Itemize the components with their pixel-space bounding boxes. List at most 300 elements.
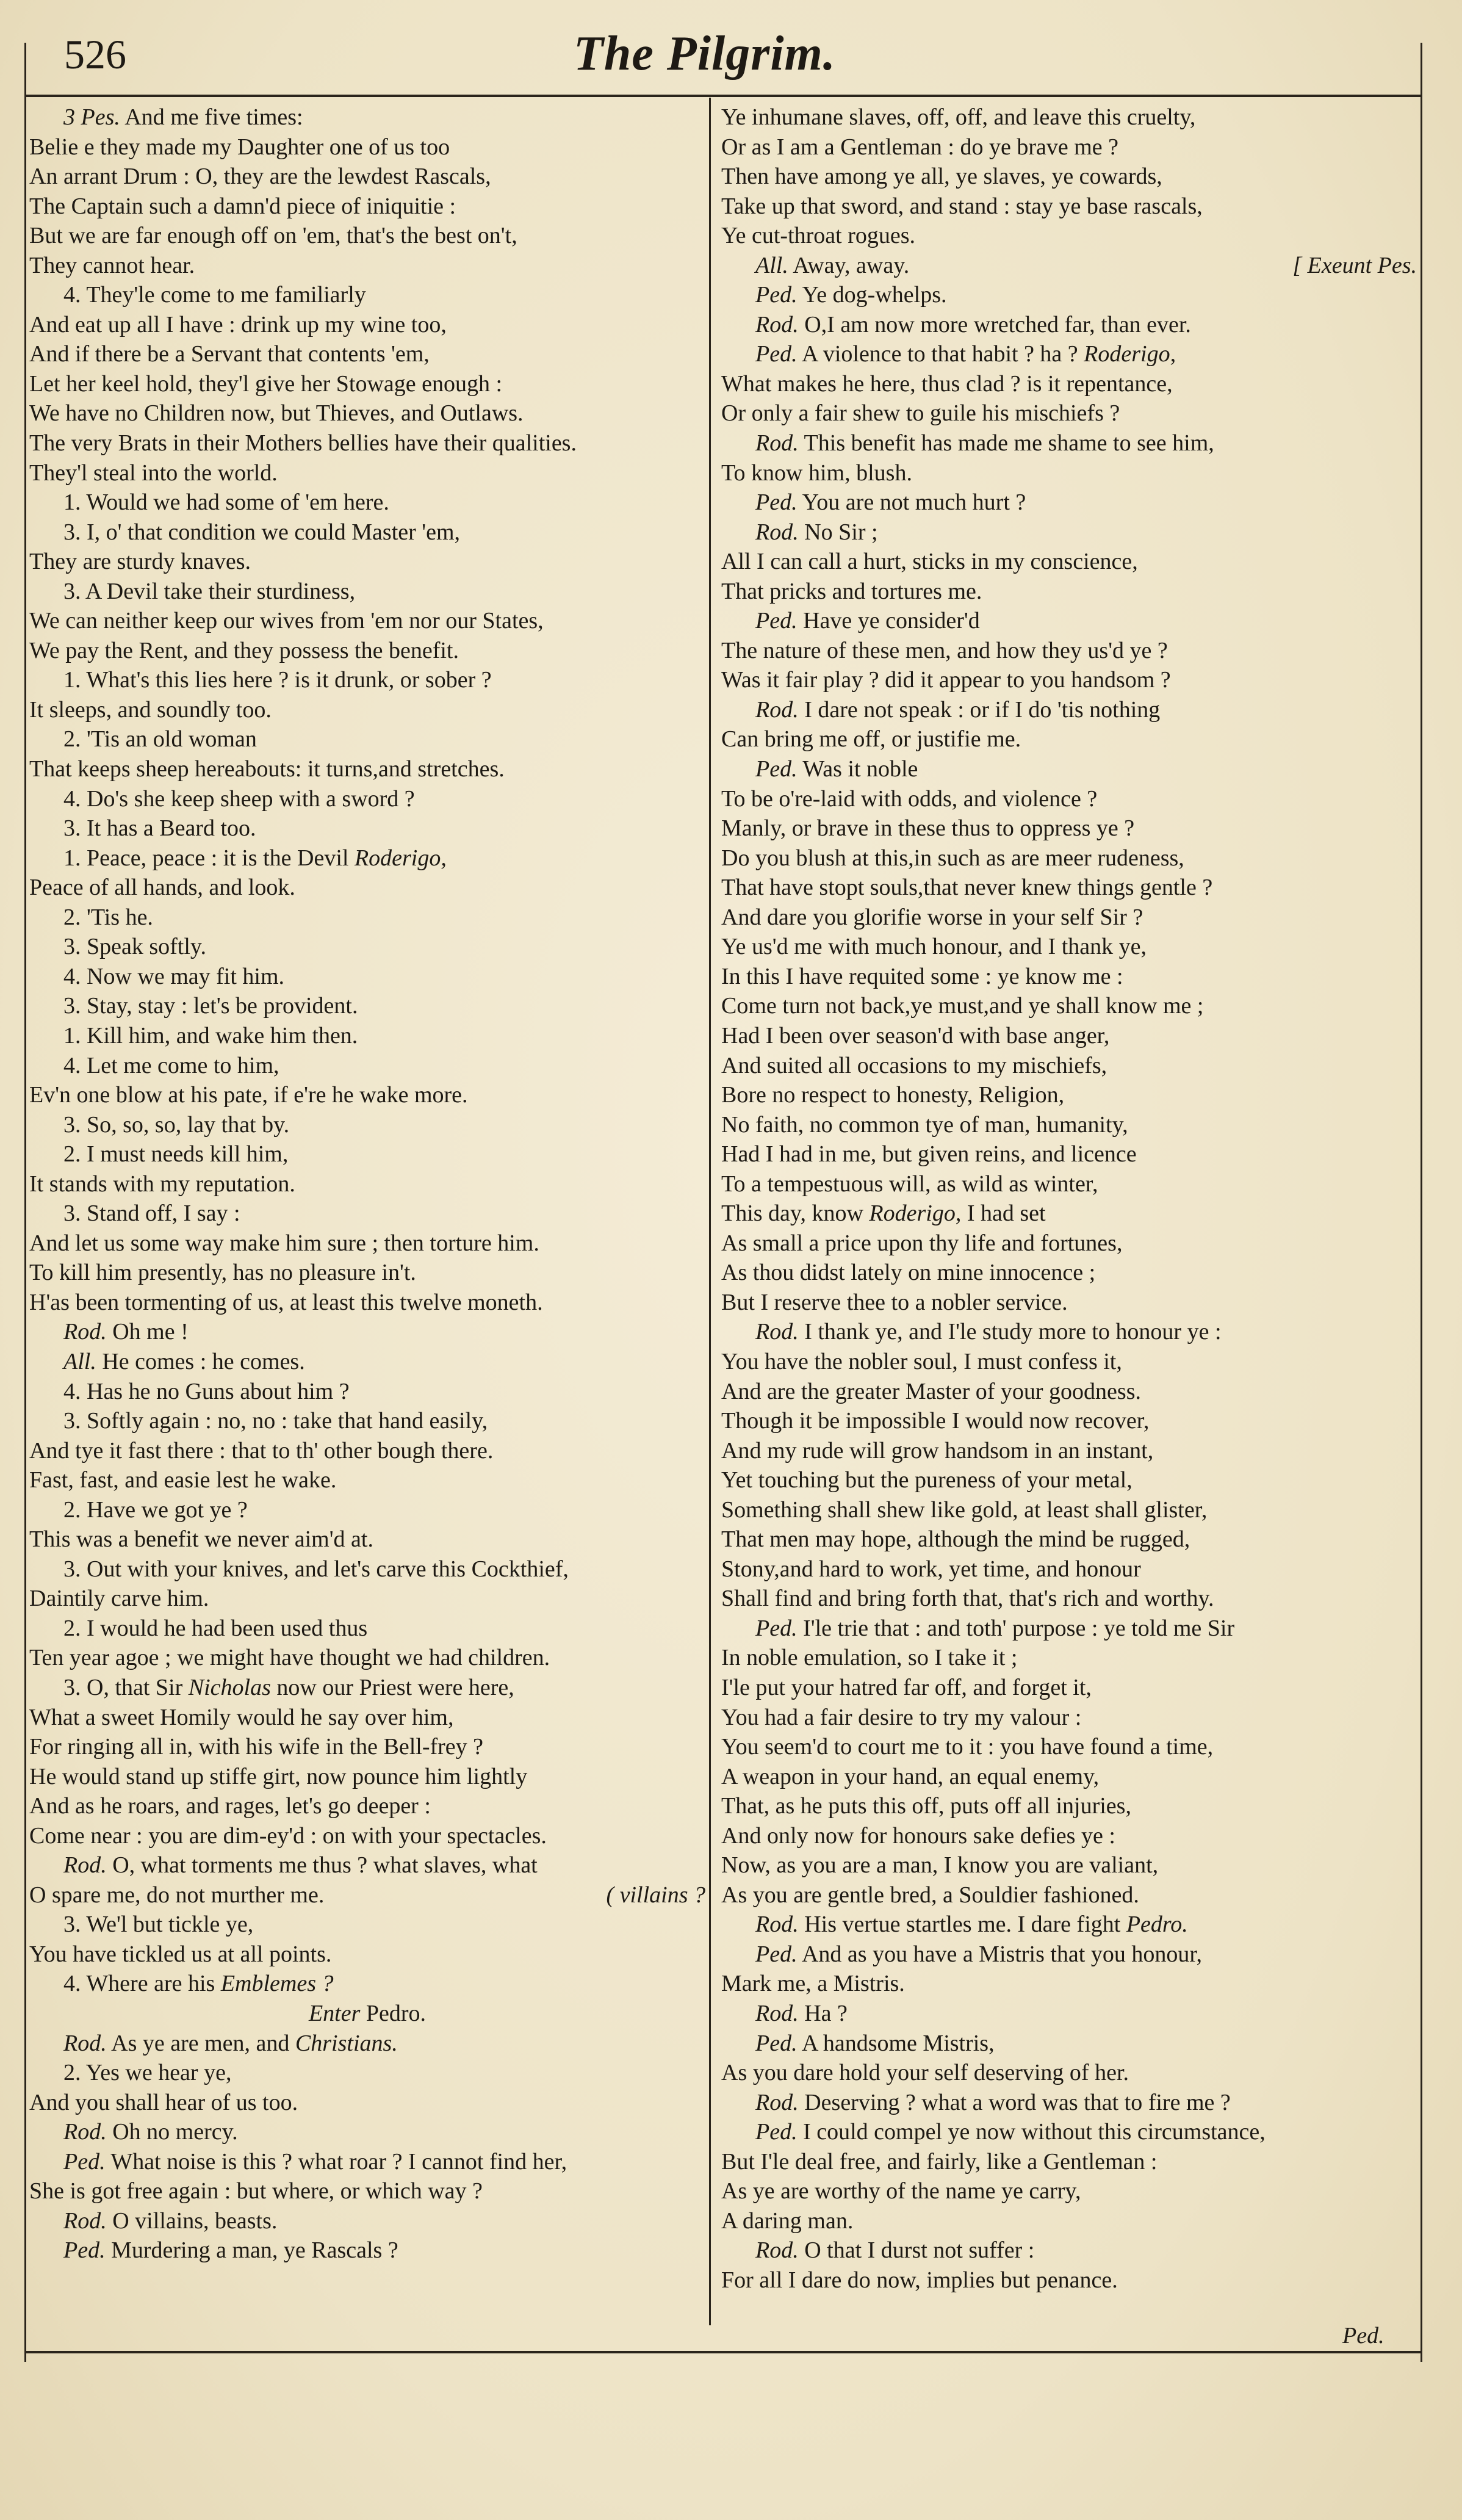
line-content	[29, 638, 459, 663]
line-content	[755, 697, 1160, 723]
line-content	[721, 1586, 1214, 1611]
line-content	[721, 875, 1212, 900]
line-content	[63, 1497, 248, 1523]
text-line	[721, 1495, 1417, 1525]
line-text: Peace of all hands, and look.	[29, 875, 295, 901]
text-line	[721, 251, 1417, 281]
line-text: What makes he here, thus clad ? is it repentance,	[721, 370, 1173, 397]
text-line	[29, 458, 705, 488]
line-text: All I can call a hurt, sticks in my conscience,	[721, 549, 1138, 575]
line-text: What a sweet Homily would he say over him,	[29, 1704, 454, 1730]
text-line	[29, 2117, 705, 2147]
line-text: 2. 'Tis an old woman	[63, 726, 257, 753]
line-content	[63, 2060, 231, 2085]
text-line	[29, 873, 705, 903]
line-content	[721, 1200, 1046, 1226]
line-content	[29, 193, 456, 219]
line-text: And as you have a Mistris that you honour,	[801, 1941, 1202, 1967]
line-text: 3. Stay, stay : let's be provident.	[63, 993, 358, 1019]
text-line	[721, 814, 1417, 843]
line-text: Ye us'd me with much honour, and I thank ye,	[721, 934, 1147, 960]
text-line	[29, 784, 705, 814]
text-line	[721, 162, 1417, 192]
line-content	[721, 1349, 1122, 1374]
line-text: Oh me !	[112, 1319, 189, 1345]
line-text: The nature of these men, and how they us'd ye ?	[721, 637, 1168, 663]
line-text: But I'le deal free, and fairly, like a Gentleman :	[721, 2148, 1158, 2175]
line-content	[29, 2090, 298, 2115]
italic-name: Roderigo,	[869, 1200, 962, 1227]
line-content	[63, 1349, 305, 1374]
text-line	[29, 2236, 705, 2265]
text-line	[29, 339, 705, 369]
text-line	[721, 2058, 1417, 2088]
line-content	[29, 164, 491, 189]
footer-rule	[24, 2351, 1422, 2353]
text-line	[29, 1110, 705, 1140]
line-content	[63, 1379, 350, 1404]
line-content	[721, 1734, 1213, 1760]
text-line	[721, 280, 1417, 310]
text-line	[721, 665, 1417, 695]
line-content	[29, 1082, 468, 1108]
line-text: You are not much hurt ?	[802, 489, 1026, 516]
line-text: And suited all occasions to my mischiefs,	[721, 1052, 1107, 1078]
line-text: What noise is this ? what roar ? I cannot find her,	[110, 2148, 567, 2175]
stage-direction-name: Pedro.	[366, 2001, 427, 2026]
line-content	[63, 1023, 358, 1049]
line-content	[29, 460, 278, 486]
speaker-prefix: Ped.	[63, 2237, 106, 2264]
line-text: 1. Kill him, and wake him then.	[63, 1022, 358, 1049]
text-line	[721, 2147, 1417, 2177]
text-line	[721, 754, 1417, 784]
text-line	[721, 1021, 1417, 1051]
line-text: 3. Out with your knives, and let's carve this Cockthief,	[63, 1556, 569, 1582]
line-content	[63, 2237, 398, 2263]
line-content	[721, 1852, 1158, 1878]
text-line	[29, 724, 705, 754]
text-line	[29, 1791, 705, 1821]
line-content	[721, 1705, 1081, 1730]
line-text: We pay the Rent, and they possess the benefit.	[29, 637, 459, 663]
line-text: Have ye consider'd	[803, 608, 980, 634]
line-content	[721, 193, 1203, 219]
line-content	[755, 430, 1214, 456]
line-content	[721, 1230, 1122, 1256]
line-text: Though it be impossible I would now recover,	[721, 1408, 1150, 1434]
italic-name: Roderigo,	[354, 845, 447, 871]
line-content	[721, 1467, 1133, 1493]
line-content	[29, 1734, 483, 1760]
line-text: I could compel ye now without this circumstance,	[803, 2119, 1266, 2145]
text-line	[721, 784, 1417, 814]
line-content	[63, 489, 389, 515]
line-content	[29, 756, 505, 782]
line-content	[63, 1053, 279, 1078]
line-text: O spare me, do not murther me.	[29, 1882, 325, 1908]
text-line	[29, 962, 705, 992]
speaker-prefix: Rod.	[755, 2001, 799, 2026]
page-number: 526	[64, 31, 126, 78]
line-text: They are sturdy knaves.	[29, 549, 251, 575]
line-content	[755, 608, 980, 634]
line-text: Oh no mercy.	[112, 2119, 238, 2145]
line-text: 3. A Devil take their sturdiness,	[63, 578, 356, 604]
line-content	[29, 1290, 543, 1315]
line-text: 1. Would we had some of 'em here.	[63, 489, 389, 516]
line-text: This benefit has made me shame to see him,	[804, 430, 1214, 457]
text-line	[721, 1110, 1417, 1140]
speaker-prefix: 3 Pes.	[63, 104, 120, 130]
line-content	[721, 2149, 1157, 2175]
text-line	[29, 1969, 705, 1999]
line-text: And let us some way make him sure ; then torture him.	[29, 1230, 539, 1256]
line-content	[63, 2149, 567, 2175]
text-line	[29, 2058, 705, 2088]
line-text: And my rude will grow handsom in an instant,	[721, 1437, 1154, 1464]
line-content	[721, 1260, 1095, 1285]
line-text: He comes : he comes.	[102, 1348, 305, 1374]
text-line	[721, 1910, 1417, 1940]
speaker-prefix: Ped.	[755, 282, 798, 308]
line-content	[721, 1141, 1137, 1167]
line-content	[721, 1526, 1190, 1552]
text-line	[721, 636, 1417, 666]
line-text: And you shall hear of us too.	[29, 2089, 298, 2115]
speaker-prefix: Rod.	[63, 1319, 107, 1345]
line-text: Ev'n one blow at his pate, if e're he wake more.	[29, 1082, 468, 1108]
line-content	[721, 104, 1195, 130]
line-content	[721, 1082, 1064, 1108]
line-text: And me five times:	[124, 104, 303, 130]
line-content	[63, 282, 366, 308]
line-content	[721, 1408, 1149, 1434]
line-content	[63, 815, 256, 841]
line-content	[63, 964, 284, 989]
speaker-prefix: Ped.	[755, 1941, 798, 1967]
text-line	[29, 399, 705, 428]
line-text: Manly, or brave in these thus to oppress ye ?	[721, 815, 1135, 842]
line-text: 2. I would he had been used thus	[63, 1615, 368, 1641]
line-content	[721, 1793, 1131, 1819]
line-content	[721, 1971, 905, 1996]
line-text: 4. They'le come to me familiarly	[63, 282, 366, 308]
text-line	[721, 2265, 1417, 2295]
line-content	[721, 1882, 1139, 1908]
text-line	[721, 192, 1417, 222]
stage-direction	[29, 1999, 705, 2029]
line-content	[29, 1880, 324, 1910]
line-content	[721, 1023, 1109, 1049]
speaker-prefix: Rod.	[63, 1852, 107, 1879]
line-content	[721, 786, 1097, 812]
text-line	[29, 695, 705, 725]
line-content	[29, 1793, 431, 1819]
line-content	[755, 1912, 1188, 1937]
text-line	[29, 1940, 705, 1969]
italic-name: Christians.	[295, 2030, 398, 2056]
line-text: It stands with my reputation.	[29, 1171, 295, 1197]
line-text: O villains, beasts.	[112, 2208, 278, 2234]
text-line	[29, 221, 705, 251]
line-text: In noble emulation, so I take it ;	[721, 1645, 1018, 1671]
line-content	[755, 251, 909, 281]
line-text: Murdering a man, ye Rascals ?	[111, 2237, 398, 2264]
line-content	[29, 1467, 336, 1493]
line-content	[721, 638, 1168, 663]
line-content	[29, 1705, 453, 1730]
text-line	[29, 2206, 705, 2236]
line-text-continued: now our Priest were here,	[276, 1674, 514, 1700]
line-text: Ye dog-whelps.	[802, 282, 947, 308]
line-text: No Sir ;	[804, 519, 878, 545]
line-text: As ye are worthy of the name ye carry,	[721, 2178, 1081, 2204]
line-content	[29, 1230, 539, 1256]
text-line	[29, 1051, 705, 1081]
line-text: Come near : you are dim-ey'd : on with your spectacles.	[29, 1822, 547, 1849]
line-content	[721, 904, 1143, 930]
text-line	[29, 132, 705, 162]
left-border-rule	[24, 43, 26, 2362]
line-content	[29, 1764, 527, 1789]
text-line	[29, 2088, 705, 2118]
text-line	[29, 1199, 705, 1229]
line-content	[755, 1616, 1234, 1641]
line-content	[755, 2090, 1231, 2115]
right-border-rule	[1421, 43, 1422, 2362]
text-line	[721, 1821, 1417, 1851]
text-line	[721, 2236, 1417, 2265]
line-text: But I reserve thee to a nobler service.	[721, 1289, 1068, 1315]
text-line	[721, 695, 1417, 725]
text-line	[721, 1406, 1417, 1436]
line-content	[29, 608, 544, 634]
line-content	[721, 460, 912, 486]
line-content	[29, 1941, 331, 1967]
line-content	[721, 845, 1184, 871]
text-line	[29, 754, 705, 784]
text-line	[721, 1525, 1417, 1554]
line-text: For all I dare do now, implies but penance.	[721, 2267, 1118, 2293]
line-text: Yet touching but the pureness of your metal,	[721, 1467, 1133, 1493]
line-content	[721, 549, 1138, 574]
line-text: You had a fair desire to try my valour :	[721, 1704, 1082, 1730]
speaker-prefix: All.	[63, 1348, 96, 1374]
text-line	[721, 1465, 1417, 1495]
text-line	[721, 606, 1417, 636]
text-line	[29, 1703, 705, 1733]
text-line	[29, 547, 705, 577]
line-content	[755, 2119, 1266, 2145]
text-line	[29, 577, 705, 607]
text-line	[721, 1584, 1417, 1614]
line-text: Take up that sword, and stand : stay ye base rascals,	[721, 193, 1203, 219]
text-line	[721, 2117, 1417, 2147]
text-line	[721, 1732, 1417, 1762]
text-line	[721, 1554, 1417, 1584]
line-text: 3. It has a Beard too.	[63, 815, 256, 842]
text-line	[29, 2147, 705, 2177]
line-content	[721, 964, 1123, 989]
line-text: Belie e they made my Daughter one of us too	[29, 134, 450, 160]
line-content	[63, 786, 415, 812]
text-line	[29, 280, 705, 310]
line-content	[721, 2267, 1118, 2293]
line-text: Ten year agoe ; we might have thought we had children.	[29, 1645, 550, 1671]
text-line	[721, 724, 1417, 754]
text-line	[721, 1850, 1417, 1880]
line-text: That keeps sheep hereabouts: it turns,and stretches.	[29, 756, 505, 782]
text-line	[721, 458, 1417, 488]
speaker-prefix: Rod.	[755, 1319, 799, 1345]
speaker-prefix: Ped.	[755, 608, 798, 634]
text-line	[29, 1554, 705, 1584]
text-line	[721, 2088, 1417, 2118]
text-line	[29, 903, 705, 933]
line-content	[721, 1556, 1141, 1582]
line-text: Deserving ? what a word was that to fire me ?	[804, 2089, 1231, 2115]
line-content	[63, 579, 355, 604]
speaker-prefix: Rod.	[755, 696, 799, 723]
line-content	[63, 2031, 398, 2056]
line-text-continued: I had set	[967, 1200, 1046, 1227]
line-text: As you dare hold your self deserving of her.	[721, 2060, 1129, 2086]
line-content	[29, 2178, 483, 2204]
speaker-prefix: Ped.	[755, 341, 798, 367]
line-content	[755, 2237, 1034, 2263]
line-text: 3. We'l but tickle ye,	[63, 1912, 254, 1938]
text-line	[29, 518, 705, 547]
line-text: This was a benefit we never aim'd at.	[29, 1526, 373, 1553]
text-line	[29, 1317, 705, 1347]
text-line	[721, 1288, 1417, 1318]
line-text: I thank ye, and I'le study more to honour ye :	[804, 1319, 1222, 1345]
line-text: 3. Stand off, I say :	[63, 1200, 240, 1227]
text-line	[721, 1791, 1417, 1821]
line-text: 4. Let me come to him,	[63, 1052, 279, 1078]
text-line	[29, 1288, 705, 1318]
line-text: H'as been tormenting of us, at least this twelve moneth.	[29, 1289, 543, 1315]
text-line	[721, 399, 1417, 428]
line-text: A daring man.	[721, 2208, 854, 2234]
line-text: You have the nobler soul, I must confess it,	[721, 1348, 1122, 1374]
line-content	[721, 1171, 1098, 1197]
line-content	[755, 1319, 1222, 1345]
line-text: As you are gentle bred, a Souldier fashioned.	[721, 1882, 1139, 1908]
text-line	[29, 1584, 705, 1614]
text-line	[29, 1021, 705, 1051]
text-line	[29, 488, 705, 518]
line-content	[63, 1556, 569, 1582]
line-text: That have stopt souls,that never knew things gentle ?	[721, 875, 1213, 901]
text-line	[29, 2176, 705, 2206]
line-text: And dare you glorifie worse in your self Sir ?	[721, 904, 1143, 930]
line-content	[721, 1053, 1107, 1078]
text-line	[29, 1821, 705, 1851]
line-content	[755, 2001, 848, 2026]
line-content	[29, 1823, 547, 1849]
line-content	[721, 2060, 1129, 2085]
text-line	[29, 932, 705, 962]
text-line	[29, 1732, 705, 1762]
line-content	[721, 2178, 1081, 2204]
line-content	[29, 134, 450, 160]
line-text: To be o're-laid with odds, and violence ?	[721, 785, 1098, 812]
text-line	[29, 251, 705, 281]
line-text: That men may hope, although the mind be rugged,	[721, 1526, 1190, 1553]
line-text: Can bring me off, or justifie me.	[721, 726, 1021, 753]
text-line	[29, 1139, 705, 1169]
text-line	[721, 1080, 1417, 1110]
line-content	[721, 1438, 1153, 1464]
line-content	[721, 667, 1171, 693]
line-content	[63, 1912, 253, 1937]
line-text: You have tickled us at all points.	[29, 1941, 332, 1967]
text-line	[29, 1258, 705, 1288]
text-line	[29, 1673, 705, 1703]
text-line	[721, 1258, 1417, 1288]
line-text: Daintily carve him.	[29, 1586, 209, 1612]
line-content	[721, 934, 1147, 959]
text-line	[29, 310, 705, 340]
line-text: 4. Do's she keep sheep with a sword ?	[63, 785, 415, 812]
right-column	[721, 103, 1417, 2295]
speaker-prefix: Rod.	[755, 311, 799, 338]
line-content	[721, 400, 1120, 426]
text-line	[29, 1436, 705, 1466]
line-content	[29, 312, 447, 338]
text-line	[721, 547, 1417, 577]
text-line	[29, 1169, 705, 1199]
text-line	[721, 310, 1417, 340]
line-text: I'le put your hatred far off, and forget it,	[721, 1674, 1092, 1700]
line-text: They cannot hear.	[29, 252, 195, 278]
text-line	[29, 192, 705, 222]
line-text: The very Brats in their Mothers bellies have their qualities.	[29, 430, 577, 457]
line-content	[755, 282, 947, 308]
line-content	[755, 341, 1176, 367]
line-content	[63, 1852, 538, 1878]
left-column	[29, 103, 705, 2265]
line-content	[29, 1586, 209, 1611]
line-content	[755, 519, 878, 545]
line-text: Stony,and hard to work, yet time, and honour	[721, 1556, 1141, 1582]
line-content	[63, 993, 358, 1019]
line-text: O that I durst not suffer :	[804, 2237, 1035, 2264]
text-line	[29, 991, 705, 1021]
speaker-prefix: Ped.	[755, 2119, 798, 2145]
line-content	[63, 1616, 367, 1641]
speaker-prefix: Rod.	[63, 2119, 107, 2145]
line-content	[721, 1764, 1099, 1789]
line-text: His vertue startles me. I dare fight	[804, 1912, 1121, 1938]
text-line	[721, 1940, 1417, 1969]
text-line	[721, 428, 1417, 458]
line-text: For ringing all in, with his wife in the Bell-frey ?	[29, 1734, 484, 1760]
line-text: O,I am now more wretched far, than ever.	[804, 311, 1191, 338]
line-text: 3. O, that Sir	[63, 1674, 183, 1700]
speaker-prefix: Ped.	[755, 2030, 798, 2056]
line-text: They'l steal into the world.	[29, 460, 278, 486]
text-line	[721, 1999, 1417, 2029]
line-text: Was it noble	[802, 756, 918, 782]
line-text: A violence to that habit ? ha ?	[801, 341, 1078, 367]
line-content	[721, 815, 1134, 841]
line-text: Mark me, a Mistris.	[721, 1971, 905, 1997]
line-text: This day, know	[721, 1200, 863, 1227]
line-text: Or only a fair shew to guile his mischiefs ?	[721, 400, 1120, 427]
